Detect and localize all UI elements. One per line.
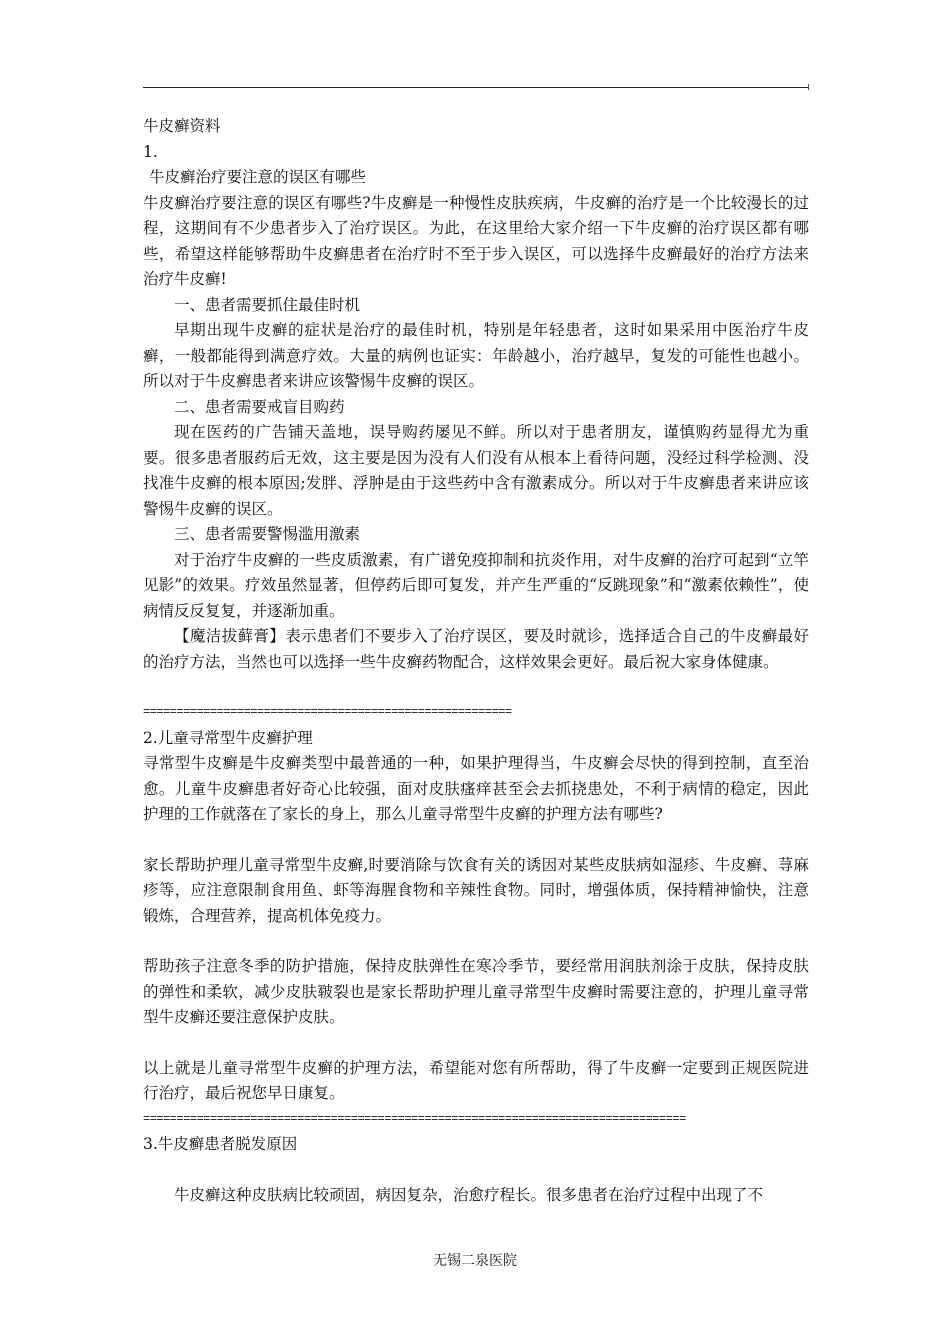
spacer: [143, 1158, 809, 1183]
section1-heading-1: 一、患者需要抓住最佳时机: [174, 295, 361, 314]
separator-long: =================================================================================: [143, 1111, 686, 1126]
spacer: [143, 828, 809, 853]
spacer: [143, 929, 809, 954]
section2-title: 2.儿童寻常型牛皮癣护理: [143, 728, 313, 747]
header-rule: [143, 87, 808, 88]
section1-title: 牛皮癣治疗要注意的误区有哪些: [149, 168, 367, 186]
section3-title: 3.牛皮癣患者脱发原因: [143, 1135, 298, 1153]
section1-paragraph-4: 【魔洁拔藓膏】表示患者们不要步入了治疗误区，要及时就诊，选择适合自己的牛皮癣最好的治疗方法，当然也可以选择一些牛皮癣药物配合，这样效果会更好。最后祝大家身体健康。: [143, 627, 809, 671]
section2-paragraph-1: 寻常型牛皮癣是牛皮癣类型中最普通的一种，如果护理得当，牛皮癣会尽快的得到控制，直至治愈。儿童牛皮癣患者好奇心比较强，面对皮肤瘙痒甚至会去抓挠患处，不利于病情的稳定，因此护理的工作就落在了家长的身上，那么儿童寻常型牛皮癣的护理方法有哪些?: [143, 754, 809, 823]
section1-intro: 牛皮癣治疗要注意的误区有哪些?牛皮癣是一种慢性皮肤疾病，牛皮癣的治疗是一个比较漫长的过程，这期间有不少患者步入了治疗误区。为此，在这里给大家介绍一下牛皮癣的治疗误区都有哪些，希望这样能够帮助牛皮癣患者在治疗时不至于步入误区，可以选择牛皮癣最好的治疗方法来治疗牛皮癣!: [143, 193, 809, 288]
header-rule-tick: [808, 84, 809, 90]
section1-number: 1.: [143, 142, 158, 161]
section1-paragraph-2: 现在医药的广告铺天盖地，误导购药屡见不鲜。所以对于患者朋友，谨慎购药显得尤为重要。很多患者服药后无效，这主要是因为没有人们没有从根本上看待问题，没经过科学检测、没找准牛皮癣的根本原因;发胖、浮肿是由于这些药中含有激素成分。所以对于牛皮癣患者来讲应该警惕牛皮癣的误区。: [143, 423, 809, 518]
document-title: 牛皮癣资料: [143, 117, 221, 135]
section2-paragraph-3: 帮助孩子注意冬季的防护措施，保持皮肤弹性在寒冷季节，要经常用润肤剂涂于皮肤，保持皮肤的弹性和柔软，减少皮肤皲裂也是家长帮助护理儿童寻常型牛皮癣时需要注意的，护理儿童寻常型牛皮癣还要注意保护皮肤。: [143, 957, 809, 1026]
section3-paragraph-1: 牛皮癣这种皮肤病比较顽固，病因复杂，治愈疗程长。很多患者在治疗过程中出现了不: [174, 1185, 764, 1204]
section2-paragraph-4: 以上就是儿童寻常型牛皮癣的护理方法，希望能对您有所帮助，得了牛皮癣一定要到正规医院进行治疗，最后祝您早日康复。: [143, 1058, 809, 1102]
section1-paragraph-1: 早期出现牛皮癣的症状是治疗的最佳时机，特别是年轻患者，这时如果采用中医治疗牛皮癣，一般都能得到满意疗效。大量的病例也证实：年龄越小，治疗越早，复发的可能性也越小。所以对于牛皮癣患者来讲应该警惕牛皮癣的误区。: [143, 321, 809, 390]
section2-paragraph-2: 家长帮助护理儿童寻常型牛皮癣,时要消除与饮食有关的诱因对某些皮肤病如湿疹、牛皮癣、荨麻疹等，应注意限制食用鱼、虾等海腥食物和辛辣性食物。同时，增强体质，保持精神愉快，注意锻炼，合理营养，提高机体免疫力。: [143, 855, 809, 925]
page-footer: 无锡二泉医院: [433, 1253, 517, 1269]
spacer: [143, 675, 809, 700]
separator-short: =======================================================: [143, 705, 512, 719]
section1-heading-3: 三、患者需要警惕滥用激素: [174, 525, 361, 543]
document-body: [143, 114, 809, 1208]
spacer: [143, 1031, 809, 1056]
section1-heading-2: 二、患者需要戒盲目购药: [174, 397, 345, 416]
section1-paragraph-3: 对于治疗牛皮癣的一些皮质激素，有广谱免疫抑制和抗炎作用，对牛皮癣的治疗可起到“立竿见影”的效果。疗效虽然显著，但停药后即可复发，并产生严重的“反跳现象”和“激素依赖性”，使病情反反复复，并逐渐加重。: [143, 550, 809, 620]
